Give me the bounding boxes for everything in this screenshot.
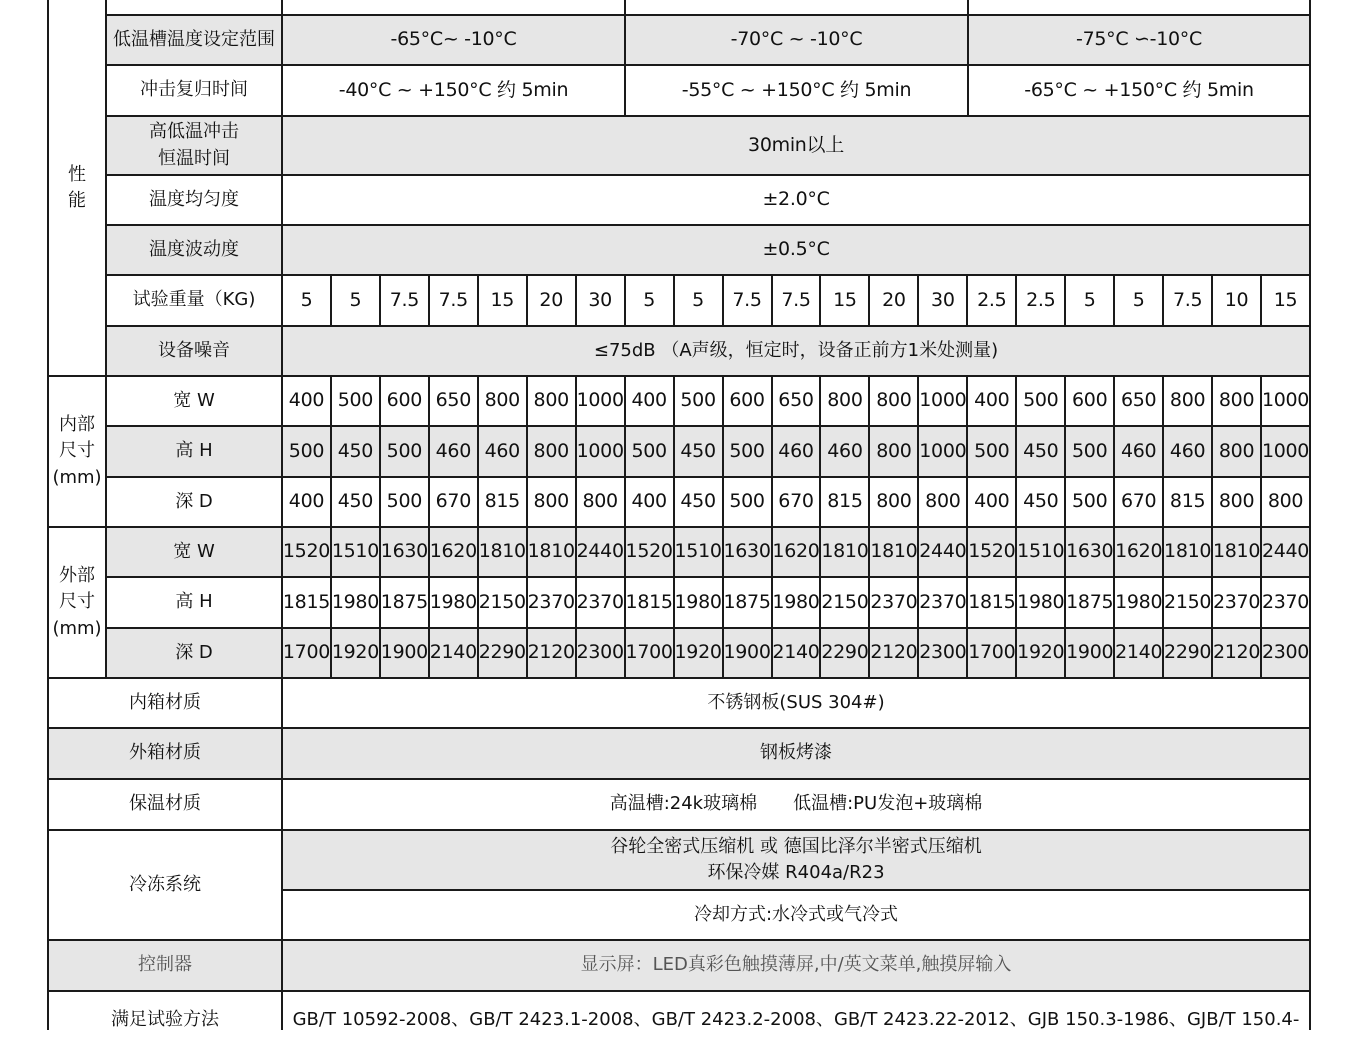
inner-width-cell: 400 (974, 389, 1010, 412)
grid-line (526, 275, 528, 326)
inner-depth-cell: 450 (337, 490, 374, 513)
inner-width-cell: 1000 (1261, 389, 1310, 412)
inner-width-cell: 800 (1169, 389, 1206, 412)
inner-width-cell: 650 (778, 389, 814, 412)
inner-depth-cell: 800 (876, 490, 912, 513)
outer-depth-cell: 1920 (1016, 628, 1065, 678)
inner-depth-cell: 400 (288, 490, 325, 513)
outer-width-cell: 1620 (1114, 527, 1163, 577)
noise-value: ≤75dB （A声级，恒定时，设备正前方1米处测量) (282, 326, 1310, 376)
grid-line (47, 778, 1311, 780)
outer-width-cell: 1810 (527, 527, 576, 577)
test-weight-cell: 5 (1083, 288, 1096, 311)
fluctuation-label: 温度波动度 (106, 225, 282, 275)
outer-height-cell: 1980 (429, 590, 477, 613)
outer-width-cell: 1520 (282, 527, 331, 577)
grid-line (105, 576, 1311, 578)
outer-depth-cell: 2290 (478, 628, 527, 678)
recovery-time-value: -40°C ~ +150°C 约 5min (338, 78, 569, 101)
outer-depth-cell: 2140 (772, 628, 821, 678)
outer-height-cell: 1875 (1066, 590, 1114, 613)
inner-width-cell: 400 (631, 389, 667, 412)
section-inner-size: 内部 尺寸 (mm) (52, 414, 102, 488)
inner-width-cell: 400 (288, 389, 325, 412)
inner-width-cell: 500 (337, 389, 374, 412)
insulation-label: 保温材质 (129, 793, 201, 815)
inner-depth-cell: 450 (680, 490, 716, 513)
outer-height-cell: 1875 (380, 590, 428, 613)
outer-depth-cell: 1920 (331, 628, 380, 678)
inner-width-cell: 600 (1072, 389, 1108, 412)
low-temp-range-value: -70°C ~ -10°C (625, 15, 968, 65)
outer-depth-cell: 2290 (1163, 628, 1212, 678)
inner-width-cell: 1000 (919, 389, 967, 412)
inner-width-cell: 650 (435, 389, 471, 412)
inner-width-cell: 800 (484, 389, 520, 412)
outer-height-cell: 2370 (1261, 590, 1310, 613)
test-weight-cell: 10 (1224, 288, 1249, 311)
outer-height-label: 高 H (175, 591, 213, 613)
outer-height-cell: 1875 (723, 590, 771, 613)
inner-height-cell: 800 (1212, 426, 1261, 477)
recovery-time-value: -55°C ~ +150°C 约 5min (681, 78, 912, 101)
grid-line (1309, 0, 1311, 1030)
outer-width-cell: 1510 (1016, 527, 1065, 577)
grid-line (281, 0, 283, 1030)
inner-depth-cell: 800 (533, 490, 569, 513)
grid-line (428, 275, 430, 326)
test-weight-cell: 15 (1273, 288, 1298, 311)
refrigeration-compressor: 谷轮全密式压缩机 或 德国比泽尔半密式压缩机 环保冷媒 R404a/R23 (282, 830, 1310, 890)
inner-width-cell: 800 (876, 389, 912, 412)
grid-line (967, 0, 969, 116)
uniformity-label: 温度均匀度 (149, 188, 239, 210)
inner-height-cell: 500 (723, 426, 772, 477)
low-temp-range-value: -75°C ∽-10°C (968, 15, 1310, 65)
inner-width-cell: 500 (680, 389, 716, 412)
outer-height-cell: 1815 (968, 590, 1016, 613)
outer-depth-cell: 1700 (967, 628, 1016, 678)
inner-height-cell: 460 (429, 426, 478, 477)
outer-height-cell: 2370 (919, 590, 967, 613)
fluctuation-value: ±0.5°C (282, 225, 1310, 275)
grid-line (105, 274, 1311, 276)
inner-depth-cell: 800 (582, 490, 618, 513)
inner-height-cell: 460 (1163, 426, 1212, 477)
noise-label: 设备噪音 (106, 326, 282, 376)
inner-depth-cell: 500 (1072, 490, 1108, 513)
low-temp-range-label: 低温槽温度设定范围 (106, 15, 282, 65)
recovery-time-label: 冲击复归时间 (140, 79, 248, 101)
inner-height-cell: 450 (1016, 426, 1065, 477)
inner-height-cell: 500 (282, 426, 331, 477)
test-weight-cell: 15 (490, 288, 515, 311)
uniformity-value: ±2.0°C (762, 188, 830, 211)
inner-depth-cell: 500 (386, 490, 423, 513)
recovery-time-value: -65°C ~ +150°C 约 5min (1024, 78, 1254, 101)
outer-width-cell: 2440 (1261, 527, 1310, 577)
hold-time-value: 30min以上 (282, 116, 1310, 175)
grid-line (917, 275, 919, 326)
grid-line (624, 275, 626, 326)
outer-width-cell: 1810 (478, 527, 527, 577)
inner-material-label: 内箱材质 (129, 691, 201, 713)
test-weight-cell: 20 (539, 288, 563, 311)
grid-line (105, 476, 1311, 478)
outer-height-cell: 2370 (576, 590, 624, 613)
outer-width-cell: 1630 (380, 527, 429, 577)
inner-height-cell: 460 (1114, 426, 1163, 477)
grid-line (624, 0, 626, 116)
inner-height-cell: 460 (820, 426, 869, 477)
inner-height-cell: 450 (674, 426, 723, 477)
grid-line (819, 275, 821, 326)
outer-height-cell: 1980 (331, 590, 379, 613)
test-weight-cell: 2.5 (1026, 288, 1056, 311)
standards-value: GB/T 10592-2008、GB/T 2423.1-2008、GB/T 2423.2-2008、GB/T 2423.22-2012、GJB 150.3-1986、GJB/T 150.4- (292, 1009, 1300, 1030)
grid-line (47, 939, 1311, 941)
test-weight-cell: 5 (300, 288, 313, 311)
outer-height-cell: 1980 (1017, 590, 1065, 613)
inner-height-cell: 1000 (918, 426, 967, 477)
inner-depth-cell: 670 (435, 490, 471, 513)
grid-line (379, 275, 381, 326)
test-weight-cell: 5 (643, 288, 656, 311)
test-weight-cell: 5 (349, 288, 362, 311)
hold-time-label: 高低温冲击 恒温时间 (106, 116, 282, 175)
outer-width-label: 宽 W (106, 527, 282, 577)
inner-depth-cell: 670 (778, 490, 814, 513)
grid-line (771, 275, 773, 326)
outer-height-cell: 1815 (625, 590, 673, 613)
outer-height-cell: 2150 (821, 590, 869, 613)
grid-line (966, 275, 968, 326)
inner-width-cell: 500 (1023, 389, 1059, 412)
inner-depth-cell: 450 (1023, 490, 1059, 513)
outer-depth-cell: 1900 (723, 628, 772, 678)
outer-depth-cell: 2300 (918, 628, 967, 678)
test-weight-cell: 7.5 (438, 288, 468, 311)
outer-depth-cell: 2290 (820, 628, 869, 678)
inner-width-cell: 800 (827, 389, 863, 412)
grid-line (1162, 275, 1164, 326)
grid-line (105, 224, 1311, 226)
inner-depth-cell: 800 (1267, 490, 1304, 513)
inner-material-value: 不锈钢板(SUS 304#) (707, 691, 885, 713)
inner-depth-cell: 815 (484, 490, 520, 513)
grid-line (1260, 275, 1262, 326)
outer-depth-cell: 1920 (674, 628, 723, 678)
inner-height-cell: 500 (625, 426, 674, 477)
outer-width-cell: 1810 (1212, 527, 1261, 577)
inner-height-cell: 1000 (576, 426, 625, 477)
low-temp-range-value: -65°C~ -10°C (282, 15, 625, 65)
grid-line (47, 376, 49, 1030)
outer-depth-cell: 2300 (576, 628, 625, 678)
test-weight-label: 试验重量（KG) (132, 289, 256, 311)
outer-depth-cell: 1900 (1065, 628, 1114, 678)
outer-material-value: 钢板烤漆 (282, 728, 1310, 779)
grid-line (1064, 275, 1066, 326)
outer-width-cell: 1620 (429, 527, 478, 577)
inner-depth-cell: 800 (1218, 490, 1255, 513)
grid-line (105, 64, 1311, 66)
outer-height-cell: 1980 (772, 590, 820, 613)
outer-height-cell: 1980 (674, 590, 722, 613)
grid-line (47, 375, 1311, 377)
outer-width-cell: 1620 (772, 527, 821, 577)
grid-line (105, 14, 1311, 16)
test-weight-cell: 7.5 (781, 288, 811, 311)
inner-height-cell: 450 (331, 426, 380, 477)
inner-depth-cell: 815 (827, 490, 863, 513)
inner-height-cell: 800 (527, 426, 576, 477)
section-outer-size: 外部 尺寸 (mm) (52, 565, 102, 639)
inner-depth-cell: 815 (1169, 490, 1206, 513)
inner-height-cell: 460 (478, 426, 527, 477)
outer-height-cell: 2370 (527, 590, 575, 613)
test-weight-cell: 7.5 (1172, 288, 1203, 311)
outer-depth-cell: 1700 (625, 628, 674, 678)
grid-line (575, 275, 577, 326)
grid-line (105, 325, 1311, 327)
test-weight-cell: 2.5 (977, 288, 1007, 311)
grid-line (105, 115, 1311, 117)
inner-height-cell: 460 (772, 426, 821, 477)
inner-depth-cell: 800 (925, 490, 961, 513)
grid-line (1211, 275, 1213, 326)
inner-depth-cell: 400 (631, 490, 667, 513)
outer-height-cell: 2150 (478, 590, 526, 613)
test-weight-cell: 7.5 (389, 288, 420, 311)
outer-width-cell: 1630 (1065, 527, 1114, 577)
outer-width-cell: 1810 (869, 527, 918, 577)
grid-line (868, 275, 870, 326)
grid-line (47, 677, 1311, 679)
outer-depth-label: 深 D (106, 628, 282, 678)
outer-depth-cell: 2120 (1212, 628, 1261, 678)
grid-line (47, 0, 49, 376)
inner-depth-cell: 400 (974, 490, 1010, 513)
test-weight-cell: 30 (588, 288, 612, 311)
outer-depth-cell: 2140 (429, 628, 478, 678)
inner-width-cell: 650 (1120, 389, 1157, 412)
inner-height-cell: 500 (967, 426, 1016, 477)
grid-line (47, 526, 1311, 528)
inner-depth-label: 深 D (175, 490, 213, 512)
outer-depth-cell: 2120 (869, 628, 918, 678)
grid-line (105, 174, 1311, 176)
inner-width-cell: 600 (729, 389, 765, 412)
outer-width-cell: 1630 (723, 527, 772, 577)
outer-width-cell: 1510 (674, 527, 723, 577)
grid-line (1015, 275, 1017, 326)
test-weight-cell: 5 (692, 288, 704, 311)
outer-width-cell: 2440 (918, 527, 967, 577)
outer-width-cell: 1520 (967, 527, 1016, 577)
outer-depth-cell: 1900 (380, 628, 429, 678)
outer-height-cell: 2370 (870, 590, 918, 613)
inner-width-cell: 800 (1218, 389, 1255, 412)
outer-width-cell: 1810 (820, 527, 869, 577)
controller-value: 显示屏：LED真彩色触摸薄屏,中/英文菜单,触摸屏输入 (282, 940, 1310, 991)
grid-line (105, 425, 1311, 427)
test-weight-cell: 7.5 (732, 288, 762, 311)
outer-width-cell: 1520 (625, 527, 674, 577)
controller-label: 控制器 (48, 940, 282, 991)
grid-line (47, 727, 1311, 729)
grid-line (673, 275, 675, 326)
inner-depth-cell: 500 (729, 490, 765, 513)
test-weight-cell: 5 (1132, 288, 1145, 311)
refrigeration-cooling: 冷却方式:水冷式或气冷式 (693, 903, 899, 925)
grid-line (47, 829, 1311, 831)
grid-line (477, 275, 479, 326)
test-weight-cell: 15 (833, 288, 857, 311)
outer-width-cell: 1810 (1163, 527, 1212, 577)
top-partial-row (106, 0, 1310, 15)
grid-line (281, 889, 1311, 891)
inner-height-label: 高 H (106, 426, 282, 477)
grid-line (47, 990, 1311, 992)
inner-height-cell: 1000 (1261, 426, 1310, 477)
standards-label: 满足试验方法 (111, 1009, 219, 1030)
outer-material-label: 外箱材质 (48, 728, 282, 779)
insulation-value: 高温槽:24k玻璃棉 低温槽:PU发泡+玻璃棉 (609, 793, 983, 815)
section-performance: 性 能 (68, 163, 86, 211)
test-weight-cell: 20 (882, 288, 906, 311)
inner-height-cell: 500 (380, 426, 429, 477)
test-weight-cell: 30 (931, 288, 955, 311)
inner-depth-cell: 670 (1120, 490, 1157, 513)
outer-height-cell: 1815 (282, 590, 331, 613)
grid-line (105, 627, 1311, 629)
refrigeration-label: 冷冻系统 (129, 873, 201, 895)
grid-line (1113, 275, 1115, 326)
outer-width-cell: 1510 (331, 527, 380, 577)
inner-width-cell: 1000 (576, 389, 624, 412)
inner-width-label: 宽 W (173, 389, 215, 411)
inner-height-cell: 500 (1065, 426, 1114, 477)
grid-line (330, 275, 332, 326)
outer-depth-cell: 1700 (282, 628, 331, 678)
outer-depth-cell: 2140 (1114, 628, 1163, 678)
outer-width-cell: 2440 (576, 527, 625, 577)
outer-height-cell: 2370 (1212, 590, 1261, 613)
outer-depth-cell: 2120 (527, 628, 576, 678)
outer-height-cell: 1980 (1115, 590, 1163, 613)
outer-height-cell: 2150 (1164, 590, 1212, 613)
grid-line (722, 275, 724, 326)
outer-depth-cell: 2300 (1261, 628, 1310, 678)
inner-width-cell: 800 (533, 389, 569, 412)
inner-height-cell: 800 (869, 426, 918, 477)
inner-width-cell: 600 (386, 389, 423, 412)
